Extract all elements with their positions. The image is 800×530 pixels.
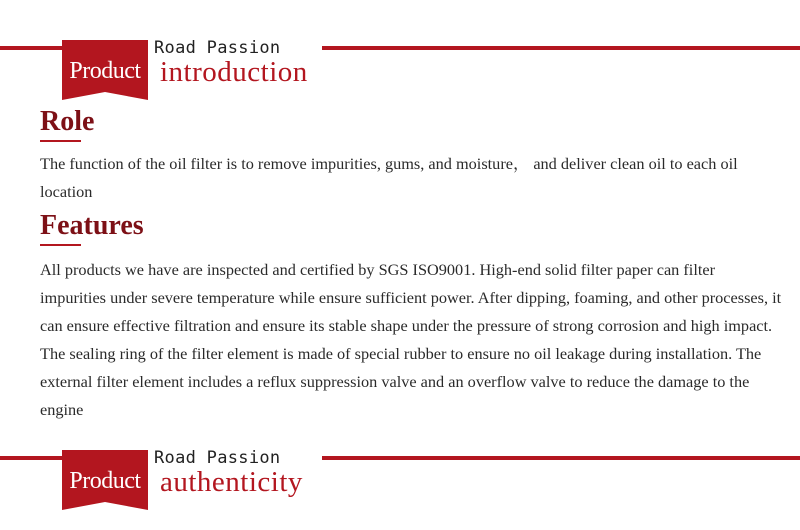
features-title: Features [40,210,144,241]
features-underline [40,244,81,246]
product-tag [62,450,148,508]
section-banner-authenticity [0,450,800,512]
banner-rule-right [322,456,800,460]
banner-rule-right [322,46,800,50]
section-heading: introduction [160,56,308,88]
role-title: Role [40,106,95,137]
banner-rule-left [0,46,62,50]
role-underline [40,140,81,142]
brand-name: Road Passion [154,448,281,468]
section-heading: authenticity [160,466,303,498]
section-banner-introduction [0,40,800,102]
brand-name: Road Passion [154,38,281,58]
features-text: All products we have are inspected and certified by SGS ISO9001. High-end solid filter paper can filter impurities under severe temperature while ensure sufficient power. After dipping, foaming, and other processes, it can ensure effective filtration and ensure its stable shape under the pressure of strong corrosion and high impact. The sealing ring of the filter element is made of special rubber to ensure no oil leakage during installation. The external filter element includes a reflux suppression valve and an overflow valve to reduce the damage to the engine [40,260,782,419]
banner-rule-left [0,456,62,460]
product-tag [62,40,148,98]
product-tag-label: Product [69,468,141,494]
role-text: The function of the oil filter is to remove impurities, gums, and moisture， and deliver clean oil to each oil location [40,154,738,201]
product-tag-label: Product [69,58,141,84]
